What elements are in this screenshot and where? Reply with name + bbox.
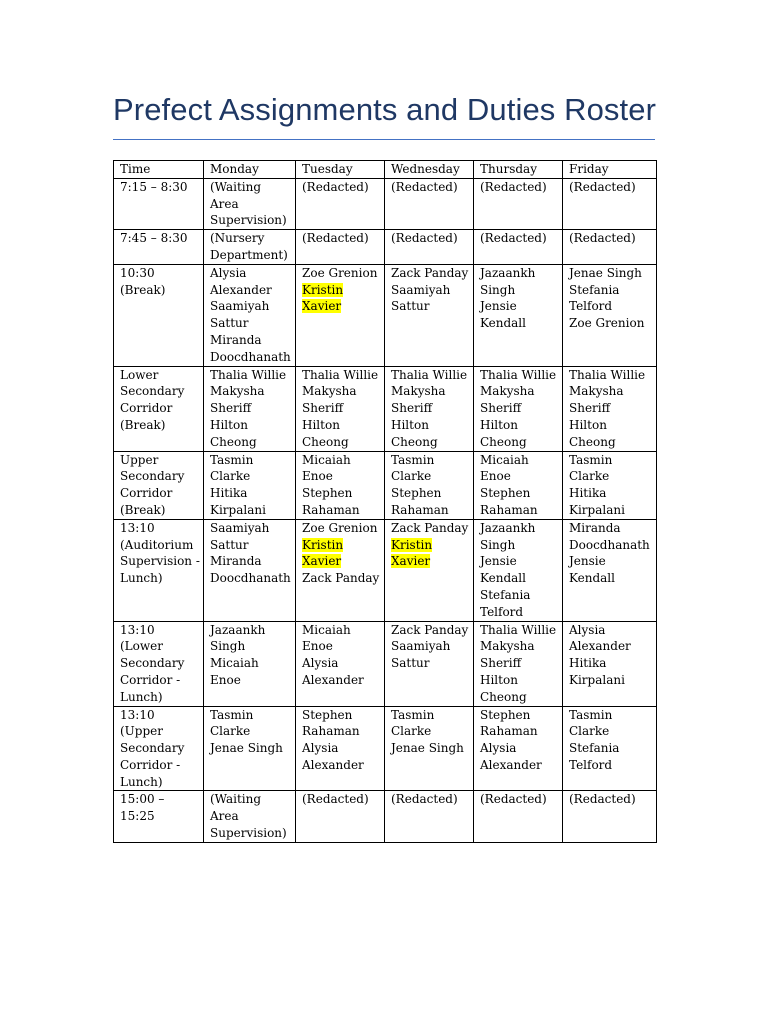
table-row [114, 230, 657, 265]
entry-text: Makysha Sheriff [391, 384, 446, 416]
table-row [114, 178, 657, 229]
duty-entry [480, 553, 559, 587]
entry-text: Hitika Kirpalani [210, 486, 266, 517]
entry-text: Zack Panday [391, 520, 469, 535]
duty-entry [480, 638, 559, 672]
entry-text: Stefania Telford [480, 587, 531, 619]
entry-text: Saamiyah Sattur [391, 282, 451, 314]
duty-entry [391, 265, 470, 282]
entry-text: Jenae Singh [569, 265, 642, 280]
duty-cell-monday [204, 791, 296, 842]
entry-text: Makysha Sheriff [569, 384, 624, 416]
entry-text: Zoe Grenion [302, 265, 378, 280]
duty-entry [391, 230, 470, 247]
duty-cell-friday [563, 230, 657, 265]
entry-text: Stephen Rahaman [391, 486, 449, 517]
entry-text: Hilton Cheong [480, 417, 527, 449]
duty-entry [391, 367, 470, 384]
duty-cell-monday [204, 519, 296, 621]
duty-entry [210, 791, 292, 841]
time-cell: 13:10 (Lower Secondary Corridor - Lunch) [114, 621, 204, 706]
entry-text: (Nursery Department) [210, 231, 288, 262]
entry-text: (Redacted) [302, 792, 369, 807]
duty-entry [302, 282, 381, 316]
entry-text: Saamiyah Sattur [210, 299, 270, 331]
entry-text: Zack Panday [302, 571, 380, 586]
entry-text: Micaiah Enoe [210, 656, 259, 687]
entry-text: (Redacted) [569, 231, 636, 246]
entry-text: Tasmin Clarke [391, 707, 435, 739]
duty-cell-friday [563, 621, 657, 706]
duty-cell-friday [563, 366, 657, 451]
time-cell: 10:30 (Break) [114, 264, 204, 366]
table-row [114, 706, 657, 791]
entry-text: Tasmin Clarke [391, 452, 435, 484]
duty-entry [569, 315, 653, 332]
duty-cell-tuesday [296, 519, 385, 621]
duty-entry [210, 655, 292, 689]
duty-entry [210, 367, 292, 384]
table-row [114, 791, 657, 842]
duty-cell-wednesday [385, 621, 474, 706]
duty-entry [391, 383, 470, 417]
duty-entry [210, 740, 292, 757]
duty-cell-friday [563, 451, 657, 519]
duty-entry [391, 452, 470, 486]
entry-text: Tasmin Clarke [569, 707, 613, 739]
duty-cell-thursday [474, 519, 563, 621]
duty-entry [391, 179, 470, 196]
time-cell: 7:15 – 8:30 [114, 178, 204, 229]
entry-text: (Redacted) [569, 792, 636, 807]
duty-cell-wednesday [385, 451, 474, 519]
entry-text: Stephen Rahaman [480, 486, 538, 517]
duty-entry [569, 179, 653, 196]
duty-cell-monday [204, 178, 296, 229]
duty-cell-tuesday [296, 230, 385, 265]
duty-cell-thursday [474, 178, 563, 229]
duty-entry [302, 791, 381, 808]
table-row [114, 621, 657, 706]
roster-table [113, 160, 657, 843]
duty-entry [391, 707, 470, 741]
entry-text: Tasmin Clarke [210, 452, 254, 484]
duty-entry [210, 707, 292, 741]
entry-text: (Redacted) [391, 179, 458, 194]
duty-entry [391, 740, 470, 757]
time-cell: 7:45 – 8:30 [114, 230, 204, 265]
duty-entry [302, 417, 381, 451]
entry-text: Micaiah Enoe [302, 452, 351, 484]
duty-entry [480, 622, 559, 639]
header-cell-wednesday: Wednesday [385, 161, 474, 179]
highlighted-name: Kristin Xavier [302, 537, 344, 569]
entry-text: Saamiyah Sattur [391, 639, 451, 671]
duty-entry [302, 265, 381, 282]
entry-text: (Waiting Area Supervision) [210, 179, 287, 228]
duty-entry [391, 537, 470, 571]
duty-entry [391, 417, 470, 451]
entry-text: Makysha Sheriff [480, 639, 535, 671]
entry-text: (Redacted) [391, 792, 458, 807]
duty-entry [569, 452, 653, 486]
duty-cell-thursday [474, 366, 563, 451]
page-title: Prefect Assignments and Duties Roster [113, 92, 657, 127]
entry-text: Thalia Willie [210, 367, 287, 382]
header-cell-tuesday: Tuesday [296, 161, 385, 179]
table-row [114, 366, 657, 451]
entry-text: Stephen Rahaman [480, 707, 538, 739]
duty-cell-wednesday [385, 366, 474, 451]
duty-cell-tuesday [296, 621, 385, 706]
duty-entry [302, 485, 381, 519]
duty-entry [210, 265, 292, 299]
entry-text: Stephen Rahaman [302, 707, 360, 739]
header-cell-time: Time [114, 161, 204, 179]
entry-text: Makysha Sheriff [210, 384, 265, 416]
duty-entry [569, 553, 653, 587]
duty-entry [210, 553, 292, 587]
duty-cell-wednesday [385, 706, 474, 791]
entry-text: (Redacted) [480, 179, 547, 194]
entry-text: Hilton Cheong [302, 417, 349, 449]
entry-text: Jensie Kendall [480, 299, 526, 331]
duty-entry [302, 622, 381, 656]
entry-text: Thalia Willie [569, 367, 646, 382]
duty-cell-monday [204, 621, 296, 706]
duty-cell-friday [563, 706, 657, 791]
header-cell-monday: Monday [204, 161, 296, 179]
duty-cell-thursday [474, 230, 563, 265]
duty-cell-thursday [474, 706, 563, 791]
duty-entry [569, 383, 653, 417]
duty-entry [391, 622, 470, 639]
duty-entry [210, 452, 292, 486]
duty-entry [480, 452, 559, 486]
entry-text: (Redacted) [302, 231, 369, 246]
duty-entry [480, 740, 559, 774]
entry-text: Zoe Grenion [569, 316, 645, 331]
header-cell-friday: Friday [563, 161, 657, 179]
duty-cell-tuesday [296, 451, 385, 519]
entry-text: Zack Panday [391, 622, 469, 637]
entry-text: Jazaankh Singh [480, 265, 536, 297]
duty-entry [302, 230, 381, 247]
table-row [114, 264, 657, 366]
duty-cell-thursday [474, 791, 563, 842]
duty-cell-wednesday [385, 264, 474, 366]
duty-entry [480, 587, 559, 621]
duty-cell-monday [204, 366, 296, 451]
duty-entry [210, 230, 292, 264]
entry-text: Jazaankh Singh [480, 520, 536, 552]
time-cell: 13:10 (Auditorium Supervision - Lunch) [114, 519, 204, 621]
duty-entry [569, 520, 653, 554]
entry-text: Stephen Rahaman [302, 486, 360, 517]
duty-cell-tuesday [296, 366, 385, 451]
roster-table-body [114, 161, 657, 843]
duty-entry [569, 485, 653, 519]
duty-cell-wednesday [385, 178, 474, 229]
entry-text: Alysia Alexander [302, 656, 364, 687]
duty-cell-friday [563, 791, 657, 842]
entry-text: Jazaankh Singh [210, 622, 266, 654]
duty-entry [569, 367, 653, 384]
entry-text: (Redacted) [480, 792, 547, 807]
entry-text: Jenae Singh [391, 741, 464, 756]
table-row [114, 519, 657, 621]
duty-entry [210, 332, 292, 366]
duty-cell-thursday [474, 621, 563, 706]
duty-entry [480, 791, 559, 808]
duty-entry [210, 485, 292, 519]
duty-cell-wednesday [385, 791, 474, 842]
duty-cell-friday [563, 519, 657, 621]
duty-entry [302, 367, 381, 384]
entry-text: Jensie Kendall [569, 554, 615, 586]
entry-text: Hitika Kirpalani [569, 486, 625, 517]
duty-entry [480, 417, 559, 451]
duty-entry [480, 298, 559, 332]
entry-text: Hilton Cheong [391, 417, 438, 449]
duty-cell-monday [204, 706, 296, 791]
duty-cell-monday [204, 451, 296, 519]
entry-text: Micaiah Enoe [480, 452, 529, 484]
entry-text: Makysha Sheriff [480, 384, 535, 416]
duty-entry [210, 417, 292, 451]
duty-entry [569, 282, 653, 316]
table-row [114, 451, 657, 519]
entry-text: Thalia Willie [391, 367, 468, 382]
duty-entry [569, 417, 653, 451]
header-row [114, 161, 657, 179]
entry-text: Alysia Alexander [302, 741, 364, 772]
duty-entry [391, 485, 470, 519]
duty-entry [302, 570, 381, 587]
duty-entry [480, 265, 559, 299]
entry-text: Thalia Willie [302, 367, 379, 382]
duty-entry [569, 707, 653, 741]
duty-entry [391, 520, 470, 537]
duty-cell-thursday [474, 264, 563, 366]
entry-text: Hilton Cheong [480, 672, 527, 704]
entry-text: Zoe Grenion [302, 520, 378, 535]
duty-entry [569, 230, 653, 247]
duty-entry [480, 672, 559, 706]
entry-text: (Redacted) [302, 179, 369, 194]
entry-text: Miranda Doocdhanath [569, 520, 650, 552]
highlighted-name: Kristin Xavier [391, 537, 433, 569]
duty-entry [391, 282, 470, 316]
duty-entry [302, 707, 381, 741]
entry-text: Hilton Cheong [210, 417, 257, 449]
header-cell-thursday: Thursday [474, 161, 563, 179]
entry-text: Jenae Singh [210, 741, 283, 756]
entry-text: Alysia Alexander [569, 622, 631, 654]
entry-text: Miranda Doocdhanath [210, 554, 291, 586]
duty-entry [210, 298, 292, 332]
entry-text: Saamiyah Sattur [210, 520, 270, 552]
title-underline [113, 139, 655, 140]
entry-text: Stefania Telford [569, 282, 620, 314]
duty-entry [210, 383, 292, 417]
entry-text: Micaiah Enoe [302, 622, 351, 654]
entry-text: Hilton Cheong [569, 417, 616, 449]
duty-entry [302, 383, 381, 417]
duty-entry [569, 265, 653, 282]
duty-entry [391, 638, 470, 672]
entry-text: Jensie Kendall [480, 554, 526, 586]
duty-entry [302, 179, 381, 196]
duty-entry [480, 520, 559, 554]
duty-entry [302, 520, 381, 537]
entry-text: Zack Panday [391, 265, 469, 280]
duty-cell-monday [204, 264, 296, 366]
entry-text: Stefania Telford [569, 741, 620, 772]
duty-entry [480, 707, 559, 741]
duty-entry [480, 230, 559, 247]
highlighted-name: Kristin Xavier [302, 282, 344, 314]
duty-entry [480, 179, 559, 196]
entry-text: (Redacted) [391, 231, 458, 246]
time-cell: 15:00 – 15:25 [114, 791, 204, 842]
duty-cell-friday [563, 264, 657, 366]
entry-text: Tasmin Clarke [569, 452, 613, 484]
duty-entry [480, 383, 559, 417]
duty-cell-friday [563, 178, 657, 229]
duty-cell-monday [204, 230, 296, 265]
duty-entry [569, 740, 653, 774]
duty-entry [480, 485, 559, 519]
entry-text: Tasmin Clarke [210, 707, 254, 739]
duty-entry [210, 622, 292, 656]
entry-text: (Redacted) [569, 179, 636, 194]
duty-entry [302, 740, 381, 774]
duty-cell-wednesday [385, 519, 474, 621]
time-cell: 13:10 (Upper Secondary Corridor - Lunch) [114, 706, 204, 791]
duty-entry [569, 655, 653, 689]
duty-entry [569, 791, 653, 808]
duty-entry [391, 791, 470, 808]
duty-cell-tuesday [296, 706, 385, 791]
duty-entry [302, 537, 381, 571]
entry-text: Thalia Willie [480, 622, 557, 637]
duty-entry [480, 367, 559, 384]
time-cell: Upper Secondary Corridor (Break) [114, 451, 204, 519]
entry-text: Makysha Sheriff [302, 384, 357, 416]
duty-entry [210, 520, 292, 554]
duty-entry [302, 452, 381, 486]
entry-text: Hitika Kirpalani [569, 656, 625, 687]
time-cell: Lower Secondary Corridor (Break) [114, 366, 204, 451]
duty-cell-tuesday [296, 264, 385, 366]
entry-text: Thalia Willie [480, 367, 557, 382]
duty-entry [210, 179, 292, 229]
entry-text: Alysia Alexander [480, 741, 542, 772]
duty-cell-wednesday [385, 230, 474, 265]
entry-text: Alysia Alexander [210, 265, 272, 297]
duty-cell-tuesday [296, 178, 385, 229]
entry-text: (Redacted) [480, 231, 547, 246]
duty-cell-tuesday [296, 791, 385, 842]
duty-cell-thursday [474, 451, 563, 519]
entry-text: Miranda Doocdhanath [210, 332, 291, 364]
duty-entry [569, 622, 653, 656]
duty-entry [302, 655, 381, 689]
entry-text: (Waiting Area Supervision) [210, 792, 287, 841]
